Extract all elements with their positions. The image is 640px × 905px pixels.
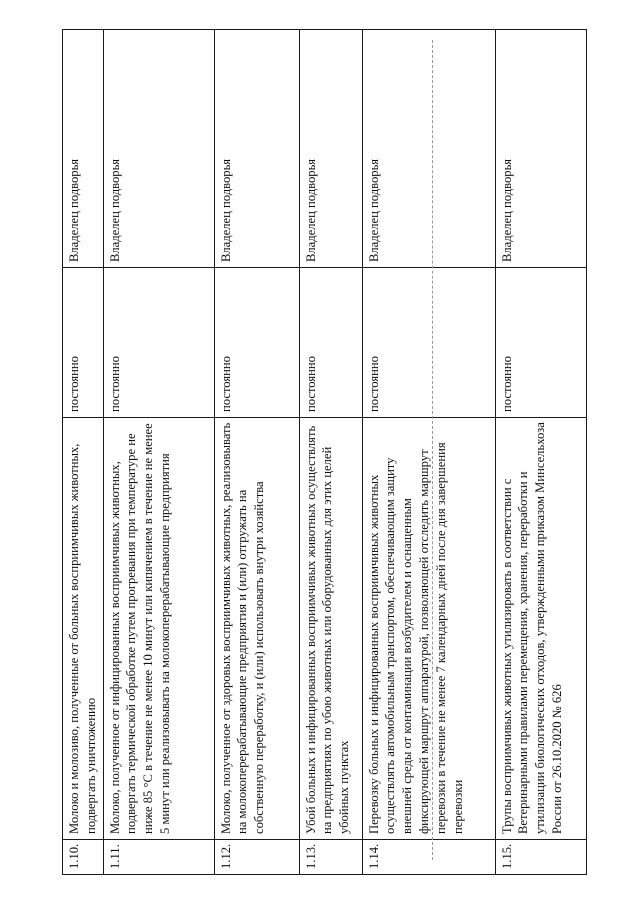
table-row — [103, 30, 214, 875]
period-cell: постоянно — [299, 268, 362, 418]
responsible-cell: Владелец подворья — [103, 30, 214, 268]
row-number: 1.12. — [214, 840, 299, 875]
responsible-cell: Владелец подворья — [214, 30, 299, 268]
measure-text: Убой больных и инфицированных восприимчивых животных осуществлять на предприятиях по убою животных или оборудованных для этих целей убойных пунктах — [299, 418, 362, 840]
scan-artifact-line — [432, 40, 433, 860]
table-row — [214, 30, 299, 875]
responsible-cell: Владелец подворья — [299, 30, 362, 268]
row-number: 1.10. — [63, 840, 104, 875]
measure-text: Трупы восприимчивых животных утилизировать в соответствии с Ветеринарными правилами перемещения, хранения, переработки и утилизации биологических отходов, утвержденными приказом Минсельхоза России от 26.10.2020 № 626 — [495, 418, 586, 840]
table-row — [362, 30, 495, 875]
period-cell: постоянно — [103, 268, 214, 418]
table-row — [299, 30, 362, 875]
responsible-cell: Владелец подворья — [362, 30, 495, 268]
measure-text: Молоко и молозиво, полученные от больных восприимчивых животных, подвергать уничтожению — [63, 418, 104, 840]
period-cell: постоянно — [362, 268, 495, 418]
row-number: 1.13. — [299, 840, 362, 875]
period-cell: постоянно — [63, 268, 104, 418]
measure-text: Молоко, полученное от здоровых восприимчивых животных, реализовывать на молокоперерабатывающие предприятия и (или) отгружать на собственную переработку, и (или) использовать внутри хозяйства — [214, 418, 299, 840]
table-row — [495, 30, 586, 875]
period-cell: постоянно — [495, 268, 586, 418]
responsible-cell: Владелец подворья — [495, 30, 586, 268]
row-number: 1.14. — [362, 840, 495, 875]
measure-text: Молоко, полученное от инфицированных восприимчивых животных, подвергать термической обработке путем прогревания при температуре не ниже 85 °С в течение не менее 10 минут или кипячением в течение не менее 5 минут или реализовывать на молокоперерабатывающие предприятия — [103, 418, 214, 840]
period-cell: постоянно — [214, 268, 299, 418]
row-number: 1.15. — [495, 840, 586, 875]
measure-text: Перевозку больных и инфицированных восприимчивых животных осуществлять автомобильным транспортом, обеспечивающим защиту внешней среды от контаминации возбудителем и оснащенным фиксирующей маршрут аппаратурой, позволяющей отследить маршрут перевозки в течение не менее 7 календарных дней после дня завершения перевозки — [362, 418, 495, 840]
responsible-cell: Владелец подворья — [63, 30, 104, 268]
table-row — [63, 30, 104, 875]
row-number: 1.11. — [103, 840, 214, 875]
rotated-document-page — [62, 30, 562, 875]
measures-table — [62, 29, 587, 875]
